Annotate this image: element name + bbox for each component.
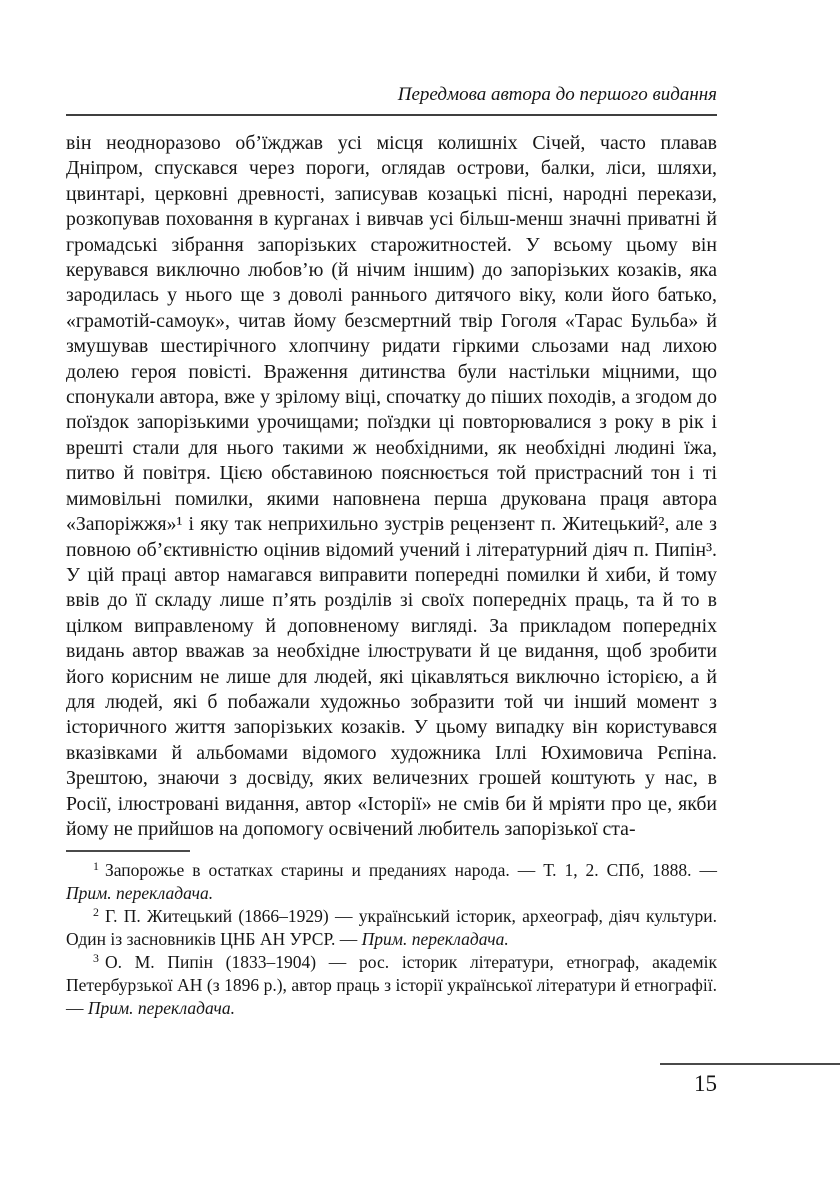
footnote-1-text: Запорожье в остатках старины и преданиях народа. — Т. 1, 2. СПб, 1888. —: [104, 860, 717, 881]
footnote-separator-rule: [66, 850, 190, 852]
footnote-3-marker: 3: [93, 950, 99, 965]
footnotes-section: [66, 850, 717, 1020]
footnote-3: [66, 951, 717, 1020]
footnote-3-text: О. М. Пипін (1833–1904) — рос. історик літератури, етнограф, академік Петербурзької АН (з 1896 р.), автор праць з історії української літератури й етнографії. —: [66, 952, 717, 1019]
footnote-1-marker: 1: [93, 858, 99, 873]
footnote-2-note: Прим. перекладача.: [361, 929, 509, 950]
page-number: 15: [694, 1071, 717, 1096]
page-number-rule: [660, 1063, 840, 1065]
footnote-2-text: Г. П. Житецький (1866–1929) — український історик, археограф, діяч культури. Один із засновників ЦНБ АН УРСР. —: [66, 906, 717, 950]
footnote-2: [66, 905, 717, 951]
body-paragraph: він неодноразово об’їжджав усі місця колишніх Січей, часто плавав Дніпром, спускався через пороги, оглядав острови, балки, ліси, шляхи, цвинтарі, церковні древності, записував козацькі пісні, народні перекази, розкопував поховання в курганах і вивчав усі більш-менш значні приватні й громадські зібрання запорізьких старожитностей. У всьому цьому він керувався виключно любов’ю (й нічим іншим) до запорізьких козаків, яка зародилась у нього ще з доволі раннього дитячого віку, коли його батько, «грамотій-самоук», читав йому безсмертний твір Гоголя «Тарас Бульба» й змушував шестирічного хлопчину ридати гіркими сльозами над лихою долею героя повісті. Враження дитинства були настільки міцними, що спонукали автора, вже у зрілому віці, спочатку до піших походів, а згодом до поїздок запорізькими урочищами; поїздки ці повторювалися з року в рік і врешті стали для нього такими ж необхідними, як необхідні людині їжа, питво й повітря. Цією обставиною пояснюється той пристрасний тон і ті мимовільні помилки, якими наповнена перша друкована праця автора «Запоріжжя»¹ і яку так неприхильно зустрів рецензент п. Житецький², але з повною об’єктивністю оцінив відомий учений і літературний діяч п. Пипін³. У цій праці автор намагався виправити попередні помилки й хиби, й тому ввів до її складу лише п’ять розділів зі своїх попередніх праць, та й то в цілком виправленому й доповненому вигляді. За прикладом попередніх видань автор вважав за необхідне ілюструвати й це видання, щоб зробити його корисним не лише для людей, які цікавляться виключно історією, а й для людей, які б побажали художньо зобразити той чи інший момент з історичного життя запорізьких козаків. У цьому випадку він користувався вказівками й альбомами відомого художника Іллі Юхимовича Рєпіна. Зрештою, знаючи з досвіду, яких величезних грошей коштують у нас, в Росії, ілюстровані видання, автор «Історії» не смів би й мріяти про це, якби йому не прийшов на допомогу освічений любитель запорізької ста-: [66, 132, 717, 840]
footnote-3-note: Прим. перекладача.: [87, 998, 235, 1019]
running-head: Передмова автора до першого видання: [66, 84, 717, 116]
footnote-1: [66, 859, 717, 905]
footnote-2-marker: 2: [93, 904, 99, 919]
footnote-1-note: Прим. перекладача.: [66, 883, 214, 904]
book-page: [66, 84, 717, 1020]
